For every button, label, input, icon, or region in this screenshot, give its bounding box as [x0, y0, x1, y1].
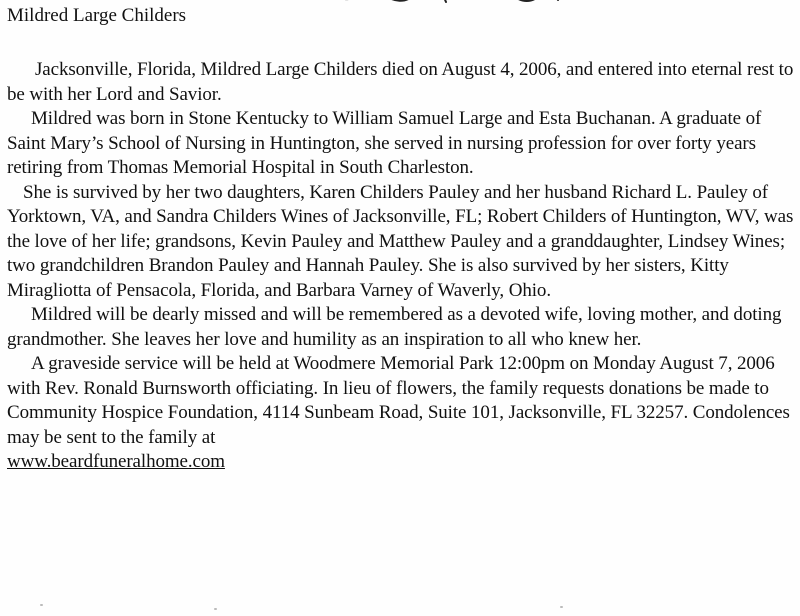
scan-speck: [560, 606, 563, 608]
obituary-website-line: [7, 450, 799, 475]
funeral-home-website-link[interactable]: www.beardfuneralhome.com: [7, 451, 225, 472]
obituary-paragraph-survivors: She is survived by her two daughters, Karen Childers Pauley and her husband Richard L. Pauley of Yorktown, VA, and Sandra Childers Wines of Jacksonville, FL; Robert Childers of Huntington, WV, was the love of her life; grandsons, Kevin Pauley and Matthew Pauley and a granddaughter, Lindsey Wines; two grandchildren Brandon Pauley and Hannah Pauley. She is also survived by her sisters, Kitty Miragliotta of Pensacola, Florida, and Barbara Varney of Waverly, Ohio.: [7, 181, 794, 301]
handwritten-scribble: [320, 0, 570, 10]
scan-speck: [40, 604, 43, 606]
scan-speck: [214, 608, 217, 610]
obituary-paragraph-death-notice: Jacksonville, Florida, Mildred Large Childers died on August 4, 2006, and entered into eternal rest to be with her Lord and Savior.: [7, 59, 794, 105]
obituary-paragraph-tribute: Mildred will be dearly missed and will be remembered as a devoted wife, loving mother, and doting grandmother. She leaves her love and humility as an inspiration to all who knew her.: [7, 304, 782, 350]
obituary-paragraph-service: A graveside service will be held at Woodmere Memorial Park 12:00pm on Monday August 7, 2006 with Rev. Ronald Burnsworth officiating. In lieu of flowers, the family requests donations be made to Community Hospice Foundation, 4114 Sunbeam Road, Suite 101, Jacksonville, FL 32257. Condolences may be sent to the family at: [7, 353, 790, 448]
obituary-name-heading: Mildred Large Childers: [7, 5, 187, 26]
obituary-paragraph-biography: Mildred was born in Stone Kentucky to William Samuel Large and Esta Buchanan. A graduate of Saint Mary’s School of Nursing in Huntington, she served in nursing profession for over forty years retiring from Thomas Memorial Hospital in South Charleston.: [7, 108, 762, 178]
obituary-body: [7, 58, 799, 475]
